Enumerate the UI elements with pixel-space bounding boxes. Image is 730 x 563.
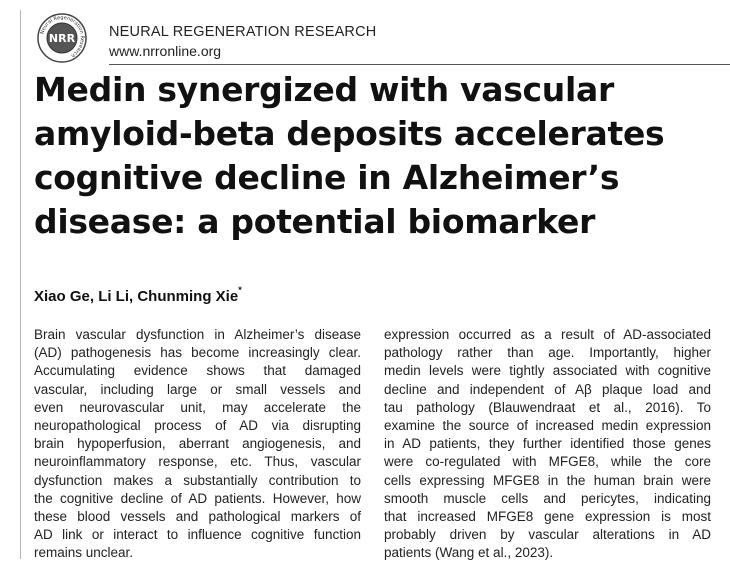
author-list bbox=[34, 285, 242, 305]
body-line: were co-regulated with MFGE8, while the core bbox=[384, 454, 711, 470]
title-line: Medin synergized with vascular bbox=[34, 70, 614, 109]
body-line: in AD patients, they further identified those genes bbox=[384, 436, 711, 452]
header-rule bbox=[109, 64, 730, 65]
body-line: pathology rather than age. Importantly, higher bbox=[384, 345, 711, 361]
body-line: tau pathology (Blauwendraat et al., 2016). To bbox=[384, 399, 711, 415]
body-line: Accumulating evidence shows that damaged bbox=[34, 363, 361, 379]
right-text-column bbox=[384, 326, 711, 563]
body-line: brain hypoperfusion, aberrant angiogenesis, and bbox=[34, 436, 361, 452]
body-line: cells expressing MFGE8 in the human brain were bbox=[384, 472, 711, 488]
svg-text:Neural Regeneration Research: Neural Regeneration Research bbox=[39, 14, 86, 59]
body-line: smooth muscle cells and pericytes, indicating bbox=[384, 490, 711, 506]
body-line: neuropathological process of AD via disrupting bbox=[34, 418, 361, 434]
journal-website-link[interactable]: www.nrronline.org bbox=[109, 43, 222, 59]
body-line: AD link or interact to influence cognitive function bbox=[34, 527, 361, 543]
body-line: expression occurred as a result of AD-associated bbox=[384, 327, 711, 342]
body-line: remains unclear. bbox=[34, 545, 134, 561]
body-line: that increased MFGE8 gene expression is most bbox=[384, 509, 711, 525]
body-line: patients (Wang et al., 2023). bbox=[384, 545, 554, 561]
title-line: cognitive decline in Alzheimer’s bbox=[34, 158, 620, 197]
journal-name: NEURAL REGENERATION RESEARCH bbox=[109, 24, 377, 40]
body-line: the cognitive decline of AD patients. However, how bbox=[34, 490, 361, 506]
body-line: dysfunction makes a substantially contribution to bbox=[34, 472, 361, 488]
body-line: even neurovascular unit, may accelerate the bbox=[34, 399, 361, 415]
body-line: these blood vessels and pathological markers of bbox=[34, 509, 361, 525]
left-text-column bbox=[34, 326, 361, 563]
title-line: amyloid-beta deposits accelerates bbox=[34, 114, 665, 153]
article-title bbox=[34, 68, 714, 244]
corresponding-author-mark: * bbox=[238, 285, 242, 295]
author-names: Xiao Ge, Li Li, Chunming Xie bbox=[34, 288, 239, 305]
body-line: vascular, including large or small vessels and bbox=[34, 381, 361, 397]
body-line: examine the source of increased medin expression bbox=[384, 418, 711, 434]
body-line: neuroinflammatory response, etc. Thus, vascular bbox=[34, 454, 361, 470]
body-line: Brain vascular dysfunction in Alzheimer’s disease bbox=[34, 327, 361, 342]
body-line: (AD) pathogenesis has become increasingly clear. bbox=[34, 345, 361, 361]
nrr-logo bbox=[36, 12, 88, 64]
left-margin-rule bbox=[20, 10, 21, 559]
body-line: decline and independent of Aβ plaque load and bbox=[384, 381, 711, 397]
logo-initials: NRR bbox=[48, 32, 76, 45]
title-line: disease: a potential biomarker bbox=[34, 202, 596, 241]
body-line: probably driven by vascular alterations in AD bbox=[384, 527, 711, 543]
body-line: medin levels were tightly associated with cognitive bbox=[384, 363, 711, 379]
